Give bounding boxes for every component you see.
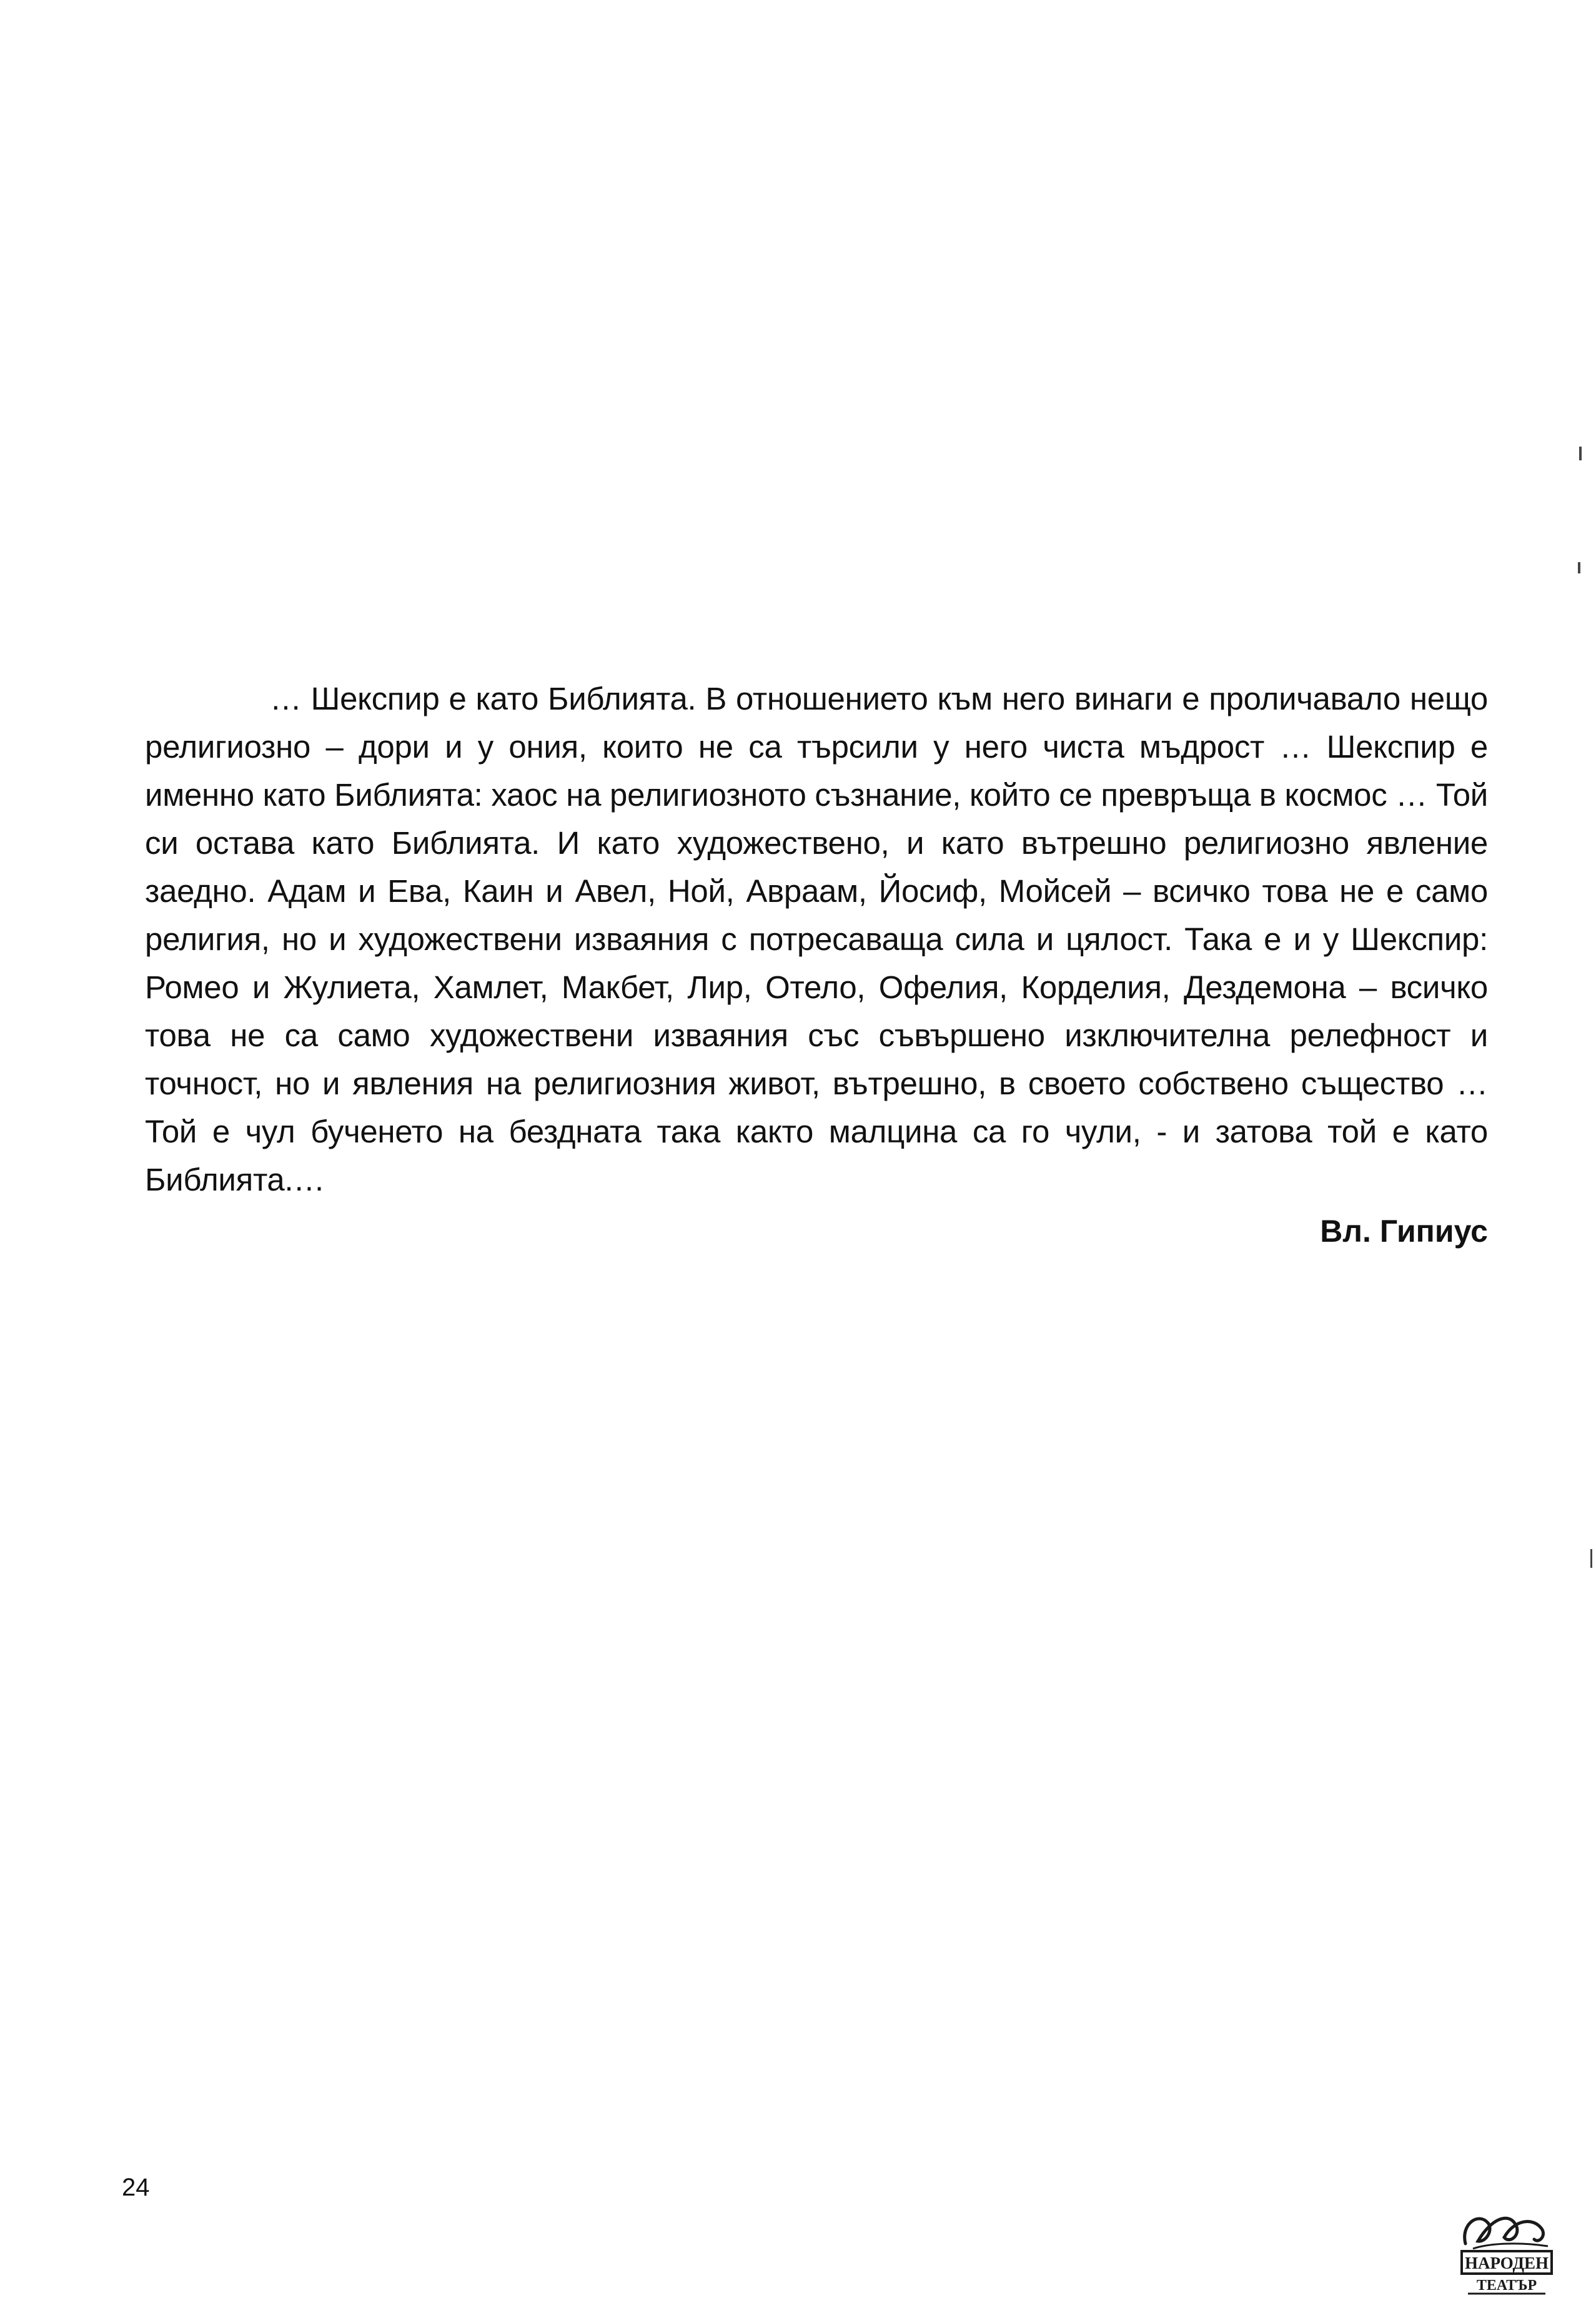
- quote-text: … Шекспир е като Библията. В отношението към него винаги е проличавало нещо религиозно – дори и у ония, които не са търсили у него чиста мъдрост … Шекспир е именно като Библията: хаос на религиозното съзнание, който се превръща в космос … Той си остава като Библията. И като художествено, и като вътрешно религиозно явление заедно. Адам и Ева, Каин и Авел, Ной, Авраам, Йосиф, Мойсей – всичко това не е само религия, но и художествени изваяния с потресаваща сила и цялост. Така е и у Шекспир: Ромео и Жулиета, Хамлет, Макбет, Лир, Отело, Офелия, Корделия, Дездемона – всичко това не са само художествени изваяния със съвършено изключителна релефност и точност, но и явления на религиозния живот, вътрешно, в своето собствено същество … Той е чул бученето на бездната така както малцина са го чули, - и затова той е като Библията.…: [145, 681, 1488, 1197]
- scan-artifact: [1590, 1549, 1592, 1568]
- theatre-logo-icon: [1454, 2205, 1557, 2299]
- logo-line-2: ТЕАТЪР: [1476, 2277, 1537, 2294]
- quote-block: [145, 675, 1488, 1256]
- scan-artifact: [1579, 447, 1582, 460]
- quote-author: Вл. Гипиус: [1320, 1214, 1488, 1249]
- scan-artifact: [1578, 562, 1580, 573]
- page-number: 24: [122, 2174, 150, 2201]
- logo-line-1: НАРОДЕН: [1464, 2254, 1549, 2272]
